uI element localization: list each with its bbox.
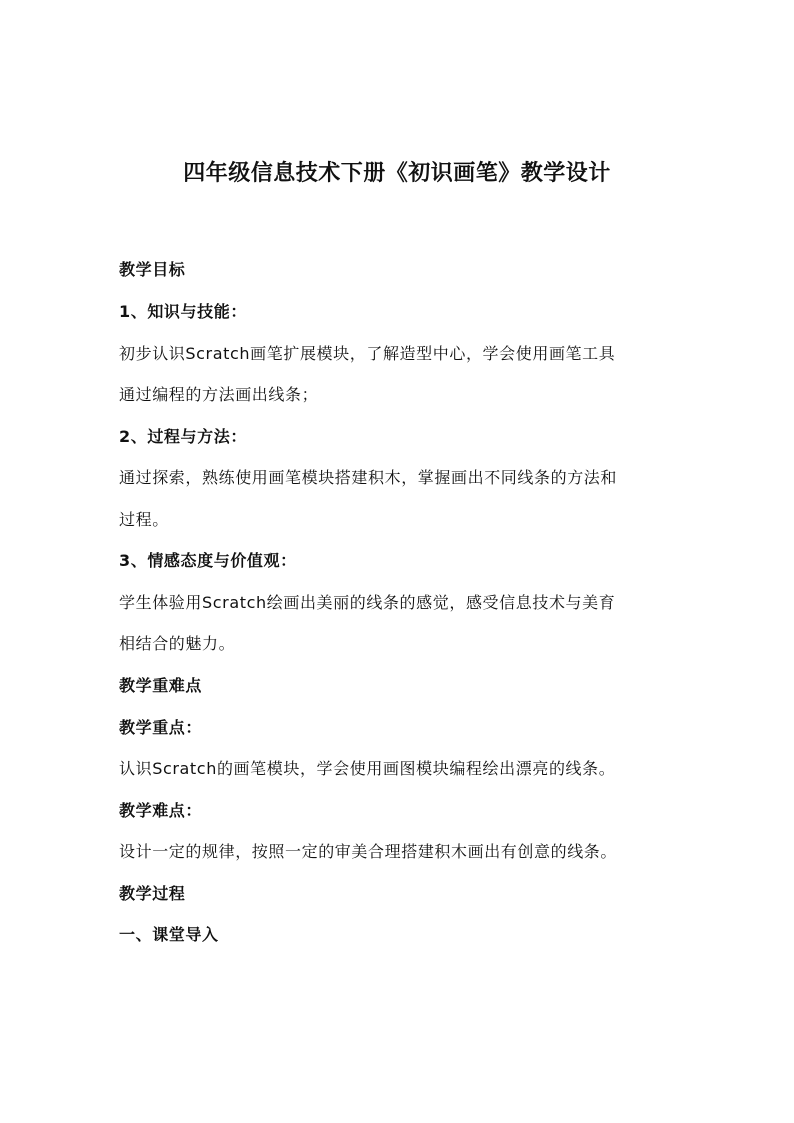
process-text-line-2: 过程。: [119, 510, 169, 529]
emotion-text-line-1: 学生体验用Scratch绘画出美丽的线条的感觉，感受信息技术与美育: [119, 593, 616, 612]
process-text-line-1: 通过探索，熟练使用画笔模块搭建积木，掌握画出不同线条的方法和: [119, 468, 618, 487]
difficult-points-text: 设计一定的规律，按照一定的审美合理搭建积木画出有创意的线条。: [119, 842, 618, 861]
key-points-text: 认识Scratch的画笔模块，学会使用画图模块编程绘出漂亮的线条。: [119, 759, 616, 778]
document-title: 四年级信息技术下册《初识画笔》教学设计: [183, 161, 611, 186]
objectives-heading: 教学目标: [119, 260, 186, 279]
knowledge-text-line-1: 初步认识Scratch画笔扩展模块，了解造型中心，学会使用画笔工具: [119, 344, 616, 363]
emotion-heading: 3、情感态度与价值观：: [119, 551, 297, 570]
knowledge-text-line-2: 通过编程的方法画出线条；: [119, 385, 319, 404]
difficult-points-heading: 教学难点：: [119, 801, 203, 820]
teaching-process-heading: 教学过程: [119, 884, 186, 903]
class-intro-heading: 一、课堂导入: [119, 925, 219, 944]
emotion-text-line-2: 相结合的魅力。: [119, 634, 236, 653]
key-difficult-heading: 教学重难点: [119, 676, 203, 695]
knowledge-heading: 1、知识与技能：: [119, 302, 247, 321]
process-heading: 2、过程与方法：: [119, 427, 247, 446]
key-points-heading: 教学重点：: [119, 718, 203, 737]
